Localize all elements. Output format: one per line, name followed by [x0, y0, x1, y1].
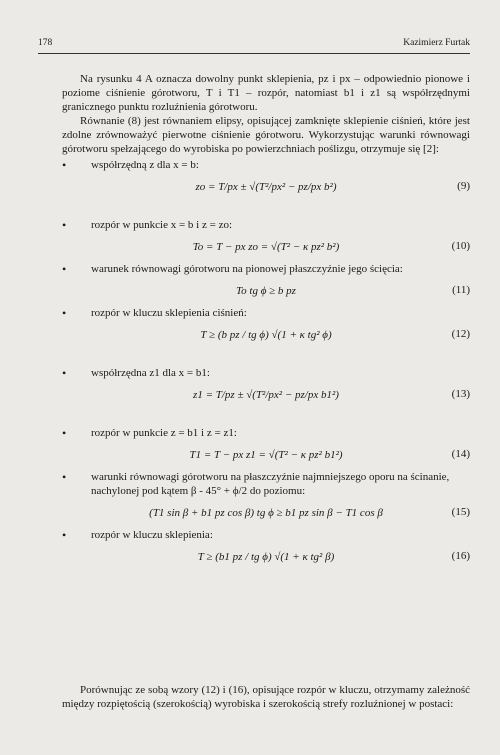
- bullet-1: • współrzędną z dla x = b:: [62, 158, 470, 172]
- bullet-5: • współrzędna z1 dla x = b1:: [62, 366, 470, 380]
- equation-12-number: (12): [451, 328, 470, 340]
- equation-9-text: zo = T/px ± √(T²/px² − pz/px b²): [195, 181, 337, 193]
- equation-10-number: (10): [451, 240, 470, 252]
- bullet-8: • rozpór w kluczu sklepienia:: [62, 528, 470, 542]
- equation-13-text: z1 = T/pz ± √(T²/px² − pz/px b1²): [193, 389, 339, 401]
- equation-13-number: (13): [451, 388, 470, 400]
- equation-16-number: (16): [451, 550, 470, 562]
- equation-12: [62, 324, 470, 362]
- equation-15-text: (T1 sin β + b1 pz cos β) tg ϕ ≥ b1 pz sin β − T1 cos β: [149, 507, 383, 519]
- equation-12-text: T ≥ (b pz / tg ϕ) √(1 + κ tg² ϕ): [200, 329, 332, 341]
- equation-11-number: (11): [452, 284, 470, 296]
- equation-13: [62, 384, 470, 422]
- equation-10: [62, 236, 470, 258]
- bullet-7: • warunki równowagi górotworu na płaszczyźnie najmniejszego oporu na ścinanie, nachylonej pod kątem β - 45° + ϕ/2 do poziomu:: [62, 470, 470, 498]
- paragraph-2: Równanie (8) jest równaniem elipsy, opisującej zamknięte sklepienie ciśnień, które jest zdolne zrównoważyć pierwotne ciśnienie górotworu. Wykorzystując warunki równowagi górotworu spełzającego do wyrobiska po powierzchniach poślizgu, otrzymuje się [2]:: [62, 115, 470, 155]
- equation-10-text: To = T − px zo = √(T² − κ pz² b²): [192, 241, 340, 253]
- equation-14-number: (14): [451, 448, 470, 460]
- bullet-2: • rozpór w punkcie x = b i z = zo:: [62, 218, 470, 232]
- equation-11: [62, 280, 470, 302]
- running-author: Kazimierz Furtak: [403, 38, 470, 48]
- equation-15: [62, 502, 470, 524]
- bullet-3: • warunek równowagi górotworu na pionowej płaszczyźnie jego ścięcia:: [62, 262, 470, 276]
- closing-paragraph-text: Porównując ze sobą wzory (12) i (16), opisujące rozpór w kluczu, otrzymamy zależność między rozpiętością (szerokością) wyrobiska i szerokością strefy rozluźnionej w postaci:: [62, 684, 470, 710]
- bullet-4: • rozpór w kluczu sklepienia ciśnień:: [62, 306, 470, 320]
- equation-9: [62, 176, 470, 214]
- equation-9-number: (9): [457, 180, 470, 192]
- equation-16: [62, 546, 470, 584]
- running-header: [38, 37, 470, 54]
- page-number: 178: [38, 38, 53, 48]
- paragraph-1: Na rysunku 4 A oznacza dowolny punkt sklepienia, pz i px – odpowiednio pionowe i poziome ciśnienie górotworu, T i T1 – rozpór, natomiast b1 i z1 są współrzędnymi granicznego punktu rozluźnienia górotworu.: [62, 73, 470, 113]
- page-body: [62, 72, 470, 588]
- closing-paragraph: [62, 683, 470, 711]
- equation-15-number: (15): [451, 506, 470, 518]
- equation-16-text: T ≥ (b1 pz / tg ϕ) √(1 + κ tg² β): [197, 551, 335, 563]
- equation-11-text: To tg ϕ ≥ b pz: [236, 285, 296, 297]
- equation-14: [62, 444, 470, 466]
- equation-14-text: T1 = T − px z1 = √(T² − κ pz² b1²): [189, 449, 343, 461]
- bullet-6: • rozpór w punkcie z = b1 i z = z1:: [62, 426, 470, 440]
